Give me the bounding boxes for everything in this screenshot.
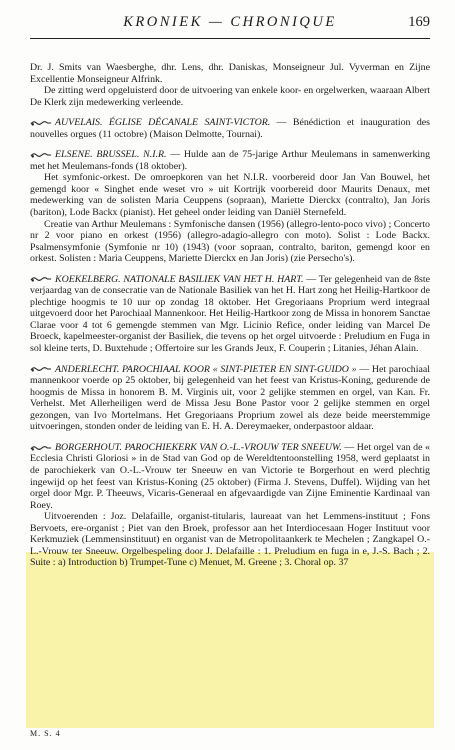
section-koekelberg — [30, 274, 430, 355]
printer-signature: M. S. 4 — [30, 729, 61, 738]
section-body: — Het orgel van de « Ecclesia Christi Gloriosi » in de Stad van God op de Wereldtentoonstelling 1958, werd geplaatst in de parochiekerk van O.-L.-Vrouw ter Sneeuw en van Victorie te Borgerhout en werd plechtig ingewijd op het feest van Kristus-Koning (25 oktober) (Firma J. Stevens, Duffel). Wijding van het orgel door Mgr. P. Theeuws, Vicaris-Generaal en afgevaardigde van Zijne Eminentie Kardinaal van Roey. — [30, 441, 430, 511]
section-borgerhout — [30, 442, 430, 569]
section-heading: ELSENE. BRUSSEL. N.I.R. — [55, 149, 167, 161]
section-paragraph: Uitvoerenden : Joz. Delafaille, organist-titularis, laureaat van het Lemmens-instituut ; Fons Bervoets, ere-organist ; Piet van den Broek, professor aan het Interdiocesaan Hoger Instituut voor Kerkmuziek (Lemmensinstituut) en organist van de Metropolitaankerk te Mechelen ; Zangkapel O.-L.-Vrouw ter Sneeuw. Orgelbespeling door J. Delafaille : 1. Preludium en fuga in e, J.-S. Bach ; 2. Suite : a) Introduction b) Trumpet-Tune c) Menuet, M. Greene ; 3. Choral op. 37 — [30, 511, 430, 569]
highlighted-region — [26, 552, 434, 728]
section-body: — Het parochiaal mannenkoor voerde op 25 oktober, bij gelegenheid van het feest van Kristus-Koning, gedurende de hoogmis de Missa in honorem B. M. Virginis uit, voor 2 gelijke stemmen en orgel, van Kan. Fr. Verhelst. Met Allerheiligen werd de Missa Jesu Bone Pastor voor 2 gelijke stemmen en orgel gezongen, van Ivo Mortelmans. Het Gregoriaans Proprium zowel als deze beide meerstemmige uitvoeringen, stonden onder de leiding van E. H. A. Dereymaeker, onderpastoor aldaar. — [30, 363, 430, 433]
section-anderlecht — [30, 364, 430, 433]
article-body — [30, 62, 430, 569]
section-body: — Ter gelegenheid van de 8ste verjaardag van de consecratie van de Nationale Basiliek van het H. Hart zong het Heilig-Hartkoor de plechtige hoogmis te 10 uur op zondag 18 oktober. Het Gregoriaans Proprium werd integraal uitgevoerd door het Parochiaal Mannenkoor. Het Heilig-Hartkoor zong de Missa in honorem Sanctae Clarae voor 4 tot 6 gemengde stemmen van Mgr. Licinio Refice, onder leiding van Marcel De Broeck, kapelmeester-organist der Basiliek, die tevens op het orgel uitvoerde : Preludium en Fuga in sol kleine terts, D. Buxtehude ; Offertoire sur les Grands Jeux, F. Couperin ; Litanies, Jéhan Alain. — [30, 273, 431, 355]
running-header — [30, 12, 430, 39]
section-heading: BORGERHOUT. PAROCHIEKERK VAN O.-L.-VROUW TER SNEEUW. — [55, 441, 342, 453]
section-heading: ANDERLECHT. PAROCHIAAL KOOR « SINT-PIETER EN SINT-GUIDO » — [55, 363, 357, 375]
page-number: 169 — [408, 14, 430, 30]
section-elsene — [30, 149, 430, 264]
section-paragraph: Het symfonic-orkest. De omroepkoren van het N.I.R. voorbereid door Jan Van Bouwel, het gemengd koor « Singhet ende weset vro » uit Kortrijk voorbereid door Maurits Denaux, met medewerking van de solisten Maria Ceuppens (sopraan), Mariette Dierckx (contralto), Jan Joris (bariton), Lode Backx (pianist). Het geheel onder leiding van Daniël Sternefeld. — [30, 172, 430, 219]
ornament-icon — [30, 151, 52, 159]
ornament-icon — [30, 365, 52, 373]
header-title: KRONIEK — CHRONIQUE — [123, 14, 337, 30]
ornament-icon — [30, 119, 52, 127]
section-body: — Hulde aan de 75-jarige Arthur Meulemans in samenwerking met het Meulemans-fonds (18 oktober). — [30, 149, 431, 172]
intro-paragraph-2: De zitting werd opgeluisterd door de uitvoering van enkele koor- en orgelwerken, waaraan Albert De Klerk zijn medewerking verleende. — [30, 85, 430, 108]
section-paragraph: Creatie van Arthur Meulemans : Symfonische dansen (1956) (allegro-lento-poco vivo) ; Concerto nr 2 voor piano en orkest (1956) (allegro-adagio-allegro con moto). Solist : Lode Backx. Psalmensymfonie (Symfonie nr 10) (1943) (voor sopraan, contralto, bariton, gemengd koor en orkest. Solisten : Maria Ceuppens, Mariette Dierckx en Jan Joris) (zie Persecho's). — [30, 218, 430, 265]
intro-paragraph-1: Dr. J. Smits van Waesberghe, dhr. Lens, dhr. Daniskas, Monseigneur Jul. Vyverman en Zijne Excellentie Monseigneur Alfrink. — [30, 62, 430, 85]
section-auvelais — [30, 117, 430, 140]
section-body: — Bénédiction et inauguration des nouvelles orgues (11 octobre) (Maison Delmotte, Tournai). — [30, 117, 431, 140]
section-heading: KOEKELBERG. NATIONALE BASILIEK VAN HET H. HART. — [55, 273, 304, 285]
section-heading: AUVELAIS. ÉGLISE DÉCANALE SAINT-VICTOR. — [55, 117, 271, 129]
ornament-icon — [30, 275, 52, 283]
ornament-icon — [30, 444, 52, 452]
